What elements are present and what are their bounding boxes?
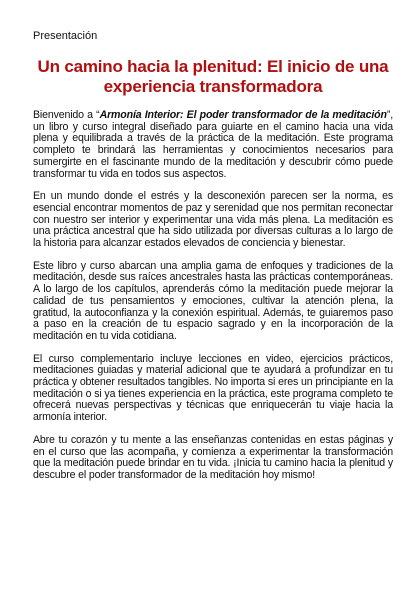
intro-text-before: Bienvenido a “	[33, 109, 100, 121]
intro-text-after: ”, un libro y curso integral diseñado para guiarte en el camino hacia una vida plena y equilibrada a través de la práctica de la meditación. Este programa completo te brindará las herramientas y conocimientos necesarios para sumergirte en el fascinante mundo de la meditación y descubrir cómo puede transformar tu vida en todos sus aspectos.	[33, 109, 393, 180]
paragraph-3: Este libro y curso abarcan una amplia gama de enfoques y tradiciones de la meditación, desde sus raíces ancestrales hasta las prácticas contemporáneas. A lo largo de los capítulos, aprenderás cómo la meditación puede mejorar la calidad de tus pensamientos y emociones, cultivar la atención plena, la gratitud, la autoconfianza y la conexión espiritual. Además, te guiaremos paso a paso en la creación de tu espacio sagrado y en la incorporación de la meditación en tu vida cotidiana.	[33, 259, 393, 342]
paragraph-5: Abre tu corazón y tu mente a las enseñanzas contenidas en estas páginas y en el curso que las acompaña, y comienza a experimentar la transformación que la meditación puede brindar en tu vida. ¡Inicia tu camino hacia la plenitud y descubre el poder transformador de la meditación hoy mismo!	[33, 433, 393, 481]
paragraph-4: El curso complementario incluye lecciones en video, ejercicios prácticos, meditaciones guiadas y material adicional que te ayudará a profundizar en tu práctica y obtener resultados tangibles. No importa si eres un principiante en la meditación o si ya tienes experiencia en la práctica, este programa completo te ofrecerá nuevas perspectivas y técnicas que enriquecerán tu viaje hacia la armonía interior.	[33, 352, 393, 424]
section-label: Presentación	[33, 30, 98, 42]
page-title: Un camino hacia la plenitud: El inicio de una experiencia transformadora	[37, 57, 389, 96]
book-title: Armonía Interior: El poder transformador de la meditación	[99, 109, 387, 121]
paragraph-intro	[33, 110, 393, 180]
paragraph-2: En un mundo donde el estrés y la desconexión parecen ser la norma, es esencial encontrar momentos de paz y serenidad que nos permitan reconectar con nuestro ser interior y experimentar una vida más plena. La meditación es una práctica ancestral que ha sido utilizada por diversas culturas a lo largo de la historia para alcanzar estados elevados de conciencia y bienestar.	[33, 190, 393, 250]
